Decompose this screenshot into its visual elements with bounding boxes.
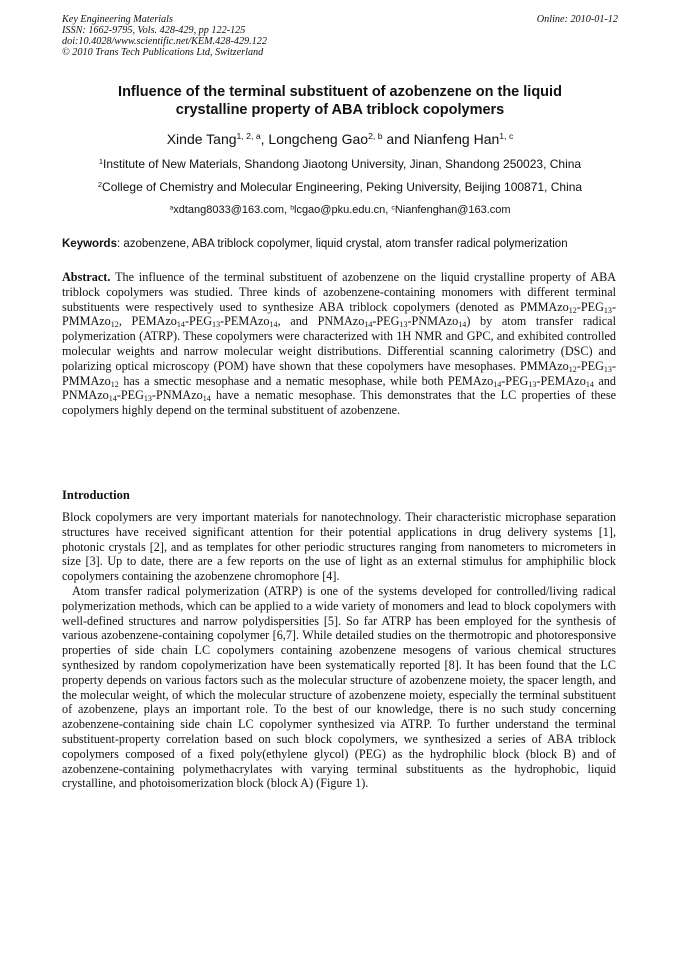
email-a-sup: a bbox=[169, 204, 174, 212]
abstract-text-4: have a nematic mesophase. This demonstrates that the LC properties of these copolymers highly depend on the terminal substituent of azobenzene. bbox=[62, 388, 616, 418]
poly-seg: -PEMAzo bbox=[536, 373, 586, 388]
poly-sub: 12 bbox=[110, 379, 119, 389]
author-sep-1: , bbox=[260, 131, 269, 147]
keywords-text: : azobenzene, ABA triblock copolymer, liquid crystal, atom transfer radical polymerization bbox=[116, 238, 568, 250]
poly-sub: 14 bbox=[364, 320, 373, 330]
abstract-text-3: has a smectic mesophase and a nematic mesophase, while both bbox=[118, 373, 448, 388]
poly-seg: -PMMAzo bbox=[62, 299, 616, 329]
poly-seg: -PEMAzo bbox=[220, 314, 270, 329]
title-line-1: Influence of the terminal substituent of azobenzene on the liquid bbox=[118, 84, 562, 100]
poly-seg: PNMAzo bbox=[62, 388, 109, 403]
copyright-line: © 2010 Trans Tech Publications Ltd, Switzerland bbox=[62, 47, 264, 58]
poly-seg: -PEG bbox=[184, 314, 213, 329]
affiliation-1-sup: 1 bbox=[98, 156, 104, 166]
paper-title bbox=[62, 83, 618, 119]
email-b: lcgao@pku.edu.cn, bbox=[294, 204, 392, 216]
polymer-3-repeat bbox=[62, 388, 211, 402]
author-list bbox=[62, 130, 618, 148]
online-date: Online: 2010-01-12 bbox=[536, 14, 618, 25]
introduction-heading: Introduction bbox=[62, 488, 130, 502]
poly-seg: -PNMAzo bbox=[151, 388, 203, 403]
poly-seg: -PEG bbox=[576, 358, 604, 373]
journal-header bbox=[62, 14, 618, 58]
author-3-name: Nianfeng Han bbox=[413, 131, 500, 147]
affiliation-1-text: Institute of New Materials, Shandong Jiaotong University, Jinan, Shandong 250023, China bbox=[103, 157, 582, 171]
abstract-text-1: The influence of the terminal substituent of azobenzene on the liquid crystalline property of ABA triblock copolymers was studied. Three kinds of azobenzene-containing monomers with different terminal substituents were respectively used to synthesize ABA triblock copolymers (denoted as bbox=[62, 270, 616, 314]
polymer-2 bbox=[132, 314, 278, 328]
poly-seg: -PEG bbox=[116, 388, 144, 403]
email-c: Nianfenghan@163.com bbox=[394, 204, 511, 216]
poly-sub: 14 bbox=[493, 379, 502, 389]
poly-seg: -PNMAzo bbox=[407, 314, 459, 329]
introduction-paragraph-2: Atom transfer radical polymerization (ATRP) is one of the systems developed for controlled/living radical polymerization methods, which can be applied to a wide variety of monomers and lead to block copolymers with well-defined structures and narrow polydispersities [5]. So far ATRP has been employed for the synthesis of various azobenzene-containing copolymer [6,7]. While detailed studies on the thermotropic and photoresponsive properties of side chain LC copolymers containing azobenzene mesogens of various chemical structures synthesized by random copolymerization have been systematically reported [8]. It has been found that the LC property depends on various factors such as the molecular structure of azobenzene moiety, the spacer length, and the molecular weight, of which the molecular structure of azobenzene moiety, especially the terminal substituent of azobenzene, plays an important role. To the best of our knowledge, there is no such study concerning azobenzene-containing side chain LC copolymer synthesized via ATRP. To further understand the terminal substituent-property correlation based on such block copolymers, we synthesized a series of ABA triblock copolymers composed of a fixed poly(ethylene glycol) (PEG) as the hydrophilic block (block B) and of azobenzene-containing polymethacrylates with varying terminal substituents as the hydrophobic, liquid crystalline, and photoisomerization block (block A) (Figure 1). bbox=[62, 584, 616, 791]
poly-sub: 12 bbox=[110, 320, 119, 330]
poly-sub: 14 bbox=[202, 394, 211, 404]
poly-seg: PNMAzo bbox=[317, 314, 365, 329]
poly-seg: -PMMAzo bbox=[62, 358, 616, 388]
introduction-paragraph-1: Block copolymers are very important materials for nanotechnology. Their characteristic microphase separation structures have received significant attention for their potential applications in drug delivery systems [1], photonic crystals [2], and as templates for other periodic structures ranging from nanometers to micrometers in size [3]. Up to date, there are a few reports on the use of light as an external stimulus for amphiphilic block copolymers containing the azobenzene chromophore [4]. bbox=[62, 510, 616, 584]
email-a: xdtang8033@163.com, bbox=[173, 204, 291, 216]
poly-seg: PMMAzo bbox=[519, 358, 569, 373]
poly-sub: 13 bbox=[603, 305, 612, 315]
poly-sub: 14 bbox=[176, 320, 185, 330]
poly-sub: 14 bbox=[269, 320, 278, 330]
poly-sub: 13 bbox=[603, 364, 612, 374]
email-b-sup: b bbox=[290, 204, 294, 212]
title-line-2: crystalline property of ABA triblock copolymers bbox=[175, 102, 505, 118]
poly-sub: 14 bbox=[108, 394, 117, 404]
abstract-and-2: and bbox=[593, 373, 616, 388]
abstract bbox=[62, 270, 616, 418]
poly-seg: -PEG bbox=[372, 314, 400, 329]
doi-line: doi:10.4028/www.scientific.net/KEM.428-429.122 bbox=[62, 36, 267, 47]
author-1-sup: 1, 2, a bbox=[236, 131, 261, 142]
poly-sub: 12 bbox=[568, 364, 577, 374]
polymer-2-repeat bbox=[448, 374, 594, 388]
poly-seg: -PEG bbox=[576, 299, 604, 314]
issn-line: ISSN: 1662-9795, Vols. 428-429, pp 122-125 bbox=[62, 25, 246, 36]
poly-sub: 13 bbox=[212, 320, 221, 330]
poly-seg: -PEG bbox=[501, 373, 529, 388]
poly-sub: 13 bbox=[399, 320, 408, 330]
abstract-and: , and bbox=[277, 314, 318, 329]
poly-sub: 12 bbox=[568, 305, 577, 315]
author-2-name: Longcheng Gao bbox=[268, 131, 369, 147]
journal-name: Key Engineering Materials bbox=[62, 14, 173, 25]
author-2-sup: 2, b bbox=[368, 131, 383, 142]
keywords bbox=[62, 237, 622, 251]
affiliation-2 bbox=[62, 180, 618, 194]
author-3-sup: 1, c bbox=[499, 131, 514, 142]
keywords-label: Keywords bbox=[62, 238, 117, 250]
abstract-label: Abstract. bbox=[62, 270, 111, 284]
abstract-text-2: ) by atom transfer radical polymerization (ATRP). These copolymers were characterized with 1H NMR and GPC, and exhibited controlled molecular weights and narrow molecular weight distributions. Differential scanning calorimetry (DSC) and polarizing optical microscopy (POM) have shown that these copolymers have mesophases. bbox=[62, 314, 616, 373]
poly-sub: 14 bbox=[585, 379, 594, 389]
author-1-name: Xinde Tang bbox=[166, 131, 237, 147]
poly-sub: 13 bbox=[143, 394, 152, 404]
polymer-3 bbox=[318, 314, 467, 328]
poly-seg: PEMAzo bbox=[131, 314, 177, 329]
author-sep-2: and bbox=[382, 131, 414, 147]
poly-seg: PMMAzo bbox=[519, 299, 569, 314]
affiliation-2-sup: 2 bbox=[97, 179, 103, 189]
affiliation-1 bbox=[62, 157, 618, 171]
author-emails bbox=[62, 203, 618, 217]
email-c-sup: c bbox=[391, 204, 395, 212]
affiliation-2-text: College of Chemistry and Molecular Engineering, Peking University, Beijing 100871, China bbox=[102, 180, 583, 194]
poly-sub: 14 bbox=[458, 320, 467, 330]
poly-seg: PEMAzo bbox=[447, 373, 494, 388]
poly-sub: 13 bbox=[528, 379, 537, 389]
abstract-comma: , bbox=[118, 314, 132, 329]
